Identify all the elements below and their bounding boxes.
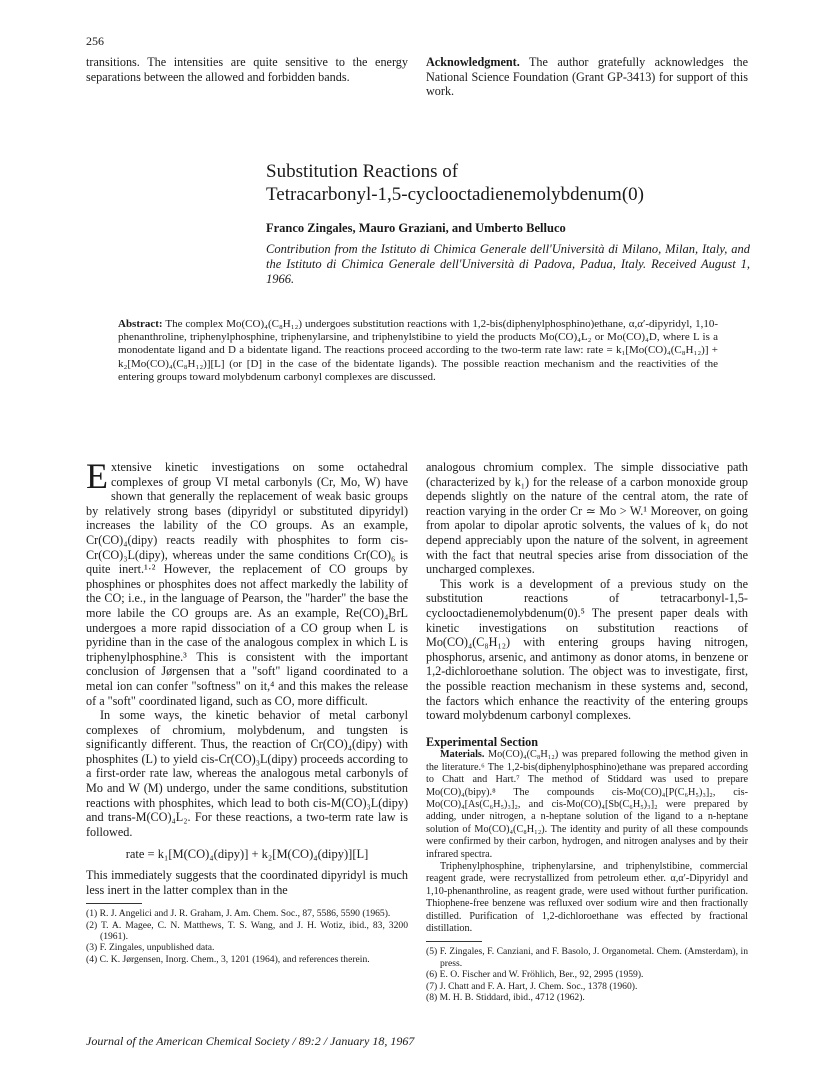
footnotes-left bbox=[86, 908, 408, 965]
body-right-paragraph-2: This work is a development of a previous study on the substitution reactions of tetracarbonyl-1,5-cyclooctadienemolybdenum(0).⁵ The present paper deals with kinetic investigations on substitution reactions of Mo(CO)₄(C₈H₁₂) with entering groups having nitrogen, phosphorus, arsenic, and antimony as donor atoms, in benzene or 1,2-dichloroethane solution. The object was to investigate, first, the possible reaction mechanism in these systems and, second, the factors which enhance the reactivity of the entering groups toward molybdenum carbonyl complexes. bbox=[426, 576, 748, 723]
materials-label: Materials. bbox=[440, 749, 485, 761]
footnote-rule-right bbox=[426, 941, 482, 942]
body-right-paragraph-1: analogous chromium complex. The simple dissociative path (characterized by k₁) for the release of a carbon monoxide group depends slightly on the nature of the central atom, the rate of reaction varying in the order Cr ≃ Mo > W.¹ Moreover, on going from apolar to dipolar aprotic solvents, the values of k₁ do not depend appreciably upon the nature of the solvent, in agreement with the fact that neutral species arise from dissociation of the uncharged complexes. bbox=[426, 460, 748, 577]
page-number: 256 bbox=[86, 34, 104, 48]
acknowledgment-paragraph bbox=[426, 55, 748, 99]
authors: Franco Zingales, Mauro Graziani, and Umberto Belluco bbox=[266, 221, 566, 235]
title-line-2: Tetracarbonyl-1,5-cyclooctadienemolybdenum(0) bbox=[266, 184, 644, 205]
body-left-column bbox=[86, 456, 408, 965]
materials-paragraph-2: Triphenylphosphine, triphenylarsine, and triphenylstibine, commercial reagent grade, were recrystallized from petroleum ether. α,α′-Dipyridyl and 1,10-phenanthroline, as reagent grade, were used without further purification. Thiophene-free benzene was refluxed over sodium wire and then fractionally distilled. Purification of 1,2-dichloroethane was effected by fractional distillation. bbox=[426, 860, 748, 934]
abstract-text: The complex Mo(CO)₄(C₈H₁₂) undergoes substitution reactions with 1,2-bis(diphenylphosphino)ethane, α,α′-dipyridyl, 1,10-phenanthroline, triphenylphosphine, triphenylarsine, and triphenylstibine to yield the products Mo(CO)₄L₂ or Mo(CO)₄D, where L is a monodentate ligand and D a bidentate ligand. The reactions proceed according to the two-term rate law: rate = k₁[Mo(CO)₄(C₈H₁₂)] + k₂[Mo(CO)₄(C₈H₁₂)][L] (or [D] in the case of the bidentate ligands). The possible reaction mechanism and the reactivities of the entering groups toward molybdenum carbonyl complexes are discussed. bbox=[118, 318, 718, 383]
title-line-1: Substitution Reactions of bbox=[266, 161, 459, 182]
abstract bbox=[118, 318, 718, 384]
footnote-rule-left bbox=[86, 903, 142, 904]
body-left-paragraph-2: In some ways, the kinetic behavior of metal carbonyl complexes of chromium, molybdenum, and tungsten is significantly different. Thus, the reaction of Cr(CO)₄(dipy) with phosphites (L) to yield cis-Cr(CO)₃L(dipy) proceeds according to a first-order rate law, whereas the analogous metal carbonyls of Mo and W (M) undergo, under the same conditions, substitution reactions with phosphites, which lead to both cis-M(CO)₃L(dipy) and trans-M(CO)₄L₂. For these reactions, a two-term rate law is followed. bbox=[86, 708, 408, 839]
top-left-paragraph: transitions. The intensities are quite sensitive to the energy separations between the allowed and forbidden bands. bbox=[86, 55, 408, 84]
footnote: (8) M. H. B. Stiddard, ibid., 4712 (1962). bbox=[426, 992, 585, 1003]
materials-block bbox=[426, 749, 748, 935]
footnote: (2) T. A. Magee, C. N. Matthews, T. S. Wang, and J. H. Wotiz, ibid., 83, 3200 (1961). bbox=[86, 919, 408, 943]
journal-footer: Journal of the American Chemical Society / 89:2 / January 18, 1967 bbox=[86, 1034, 415, 1048]
drop-cap: E bbox=[86, 456, 108, 496]
footnote: (7) J. Chatt and F. A. Hart, J. Chem. Soc., 1378 (1960). bbox=[426, 980, 638, 992]
body-left-paragraph-3: This immediately suggests that the coordinated dipyridyl is much less inert in the latter complex than in the bbox=[86, 868, 408, 897]
article-title bbox=[266, 160, 746, 206]
materials-paragraph-1 bbox=[426, 749, 748, 861]
acknowledgment-text: The author gratefully acknowledges the National Science Foundation (Grant GP-3413) for support of this work. bbox=[426, 55, 749, 99]
footnotes-right bbox=[426, 946, 748, 1003]
footnote: (6) E. O. Fischer and W. Fröhlich, Ber., 92, 2995 (1959). bbox=[426, 969, 644, 981]
materials-p1-text: Mo(CO)₄(C₈H₁₂) was prepared following the method given in the literature.⁶ The 1,2-bis(diphenylphosphino)ethane was prepared according to Chatt and Hart.⁷ The method of Stiddard was used to prepare Mo(CO)₄(bipy).⁸ The compounds cis-Mo(CO)₄[P(C₆H₅)₃]₂, cis-Mo(CO)₄[As(C₆H₅)₃]₂, and cis-Mo(CO)₄[Sb(C₆H₅)₃]₂ were prepared by adding, under nitrogen, a n-heptane solution of the ligand to a n-heptane solution of Mo(CO)₄(C₈H₁₂). The identity and purity of all these compounds were confirmed by their carbon, hydrogen, and nitrogen analyses and by their infrared spectra. bbox=[426, 749, 749, 860]
abstract-label: Abstract: bbox=[118, 318, 163, 330]
footnote: (3) F. Zingales, unpublished data. bbox=[86, 942, 215, 954]
body-left-paragraph-1 bbox=[86, 456, 408, 708]
top-left-text bbox=[86, 55, 408, 84]
body-right-column bbox=[426, 460, 748, 1003]
body-left-p1-text: xtensive kinetic investigations on some octahedral complexes of group VI metal carbonyls (Cr, Mo, W) have shown that generally the replacement of weak basic groups by relatively strong bases (dipyridyl or substituted dipyridyl) increases the lability of the CO groups. As an example, Cr(CO)₄(dipy) reacts readily with phosphites to form cis-Cr(CO)₃L(dipy), whereas under the same conditions Cr(CO)₆ is quite inert.¹·² However, the replacement of CO groups by phosphines or phosphites does not affect markedly the lability of the CO; i.e., in the language of Pearson, the "harder" the base the more labile the CO groups are. As an example, Re(CO)₄BrL undergoes a more rapid dissociation of a CO group when L is pyridine than in the case of the analogous complex in which L is triphenylphosphine.³ This is consistent with the important conclusion of Jørgensen that a "soft" ligand coordinated to a metal ion can confer "softness" on it,⁴ and this makes the release of a "soft" coordinated ligand, such as CO, more difficult. bbox=[86, 460, 408, 708]
footnote: (1) R. J. Angelici and J. R. Graham, J. Am. Chem. Soc., 87, 5586, 5590 (1965). bbox=[86, 908, 391, 920]
footnote: (4) C. K. Jørgensen, Inorg. Chem., 3, 1201 (1964), and references therein. bbox=[86, 953, 370, 965]
acknowledgment-block bbox=[426, 55, 748, 99]
footnote: (5) F. Zingales, F. Canziani, and F. Basolo, J. Organometal. Chem. (Amsterdam), in press. bbox=[426, 946, 748, 969]
acknowledgment-label: Acknowledgment. bbox=[426, 55, 520, 69]
section-heading: Experimental Section bbox=[426, 734, 539, 749]
rate-equation: rate = k₁[M(CO)₄(dipy)] + k₂[M(CO)₄(dipy)][L] bbox=[125, 847, 369, 862]
affiliation: Contribution from the Istituto di Chimica Generale dell'Università di Milano, Milan, Italy, and the Istituto di Chimica Generale dell'Università di Padova, Padua, Italy. Received August 1, 1966. bbox=[266, 242, 750, 286]
